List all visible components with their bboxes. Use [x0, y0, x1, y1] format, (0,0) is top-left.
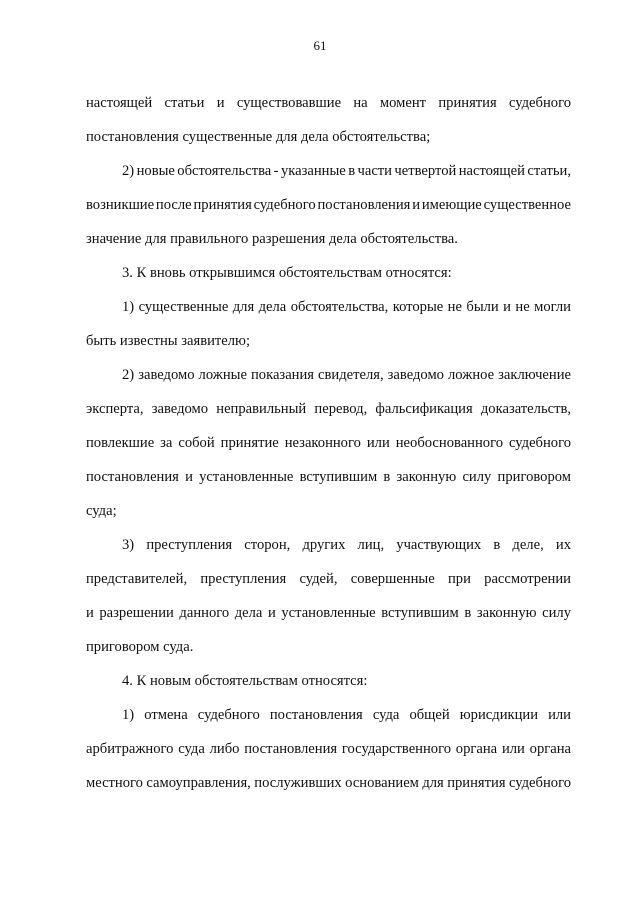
text-line: настоящей статьи и существовавшие на момент принятия судебного	[86, 95, 571, 111]
document-body	[86, 86, 571, 800]
text-line: 3. К вновь открывшимся обстоятельствам относятся:	[122, 265, 452, 281]
text-line: 4. К новым обстоятельствам относятся:	[122, 673, 368, 689]
text-line: представителей, преступления судей, совершенные при рассмотрении	[86, 571, 571, 587]
text-line: возникшие после принятия судебного постановления и имеющие существенное	[86, 197, 571, 213]
text-line: 1) отмена судебного постановления суда общей юрисдикции или	[122, 707, 571, 723]
text-line: 2) заведомо ложные показания свидетеля, заведомо ложное заключение	[122, 367, 571, 383]
page-number: 61	[313, 38, 327, 53]
text-line: значение для правильного разрешения дела обстоятельства.	[86, 231, 458, 247]
text-line: 3) преступления сторон, других лиц, участвующих в деле, их	[122, 537, 571, 553]
text-line: арбитражного суда либо постановления государственного органа или органа	[86, 741, 571, 757]
text-line: суда;	[86, 503, 117, 519]
text-line: эксперта, заведомо неправильный перевод, фальсификация доказательств,	[86, 401, 571, 417]
text-line: местного самоуправления, послуживших основанием для принятия судебного	[86, 775, 571, 791]
text-line: 2) новые обстоятельства - указанные в части четвертой настоящей статьи,	[122, 163, 571, 179]
text-line: повлекшие за собой принятие незаконного или необоснованного судебного	[86, 435, 571, 451]
text-line: 1) существенные для дела обстоятельства, которые не были и не могли	[122, 299, 571, 315]
text-line: постановления и установленные вступившим в законную силу приговором	[86, 469, 571, 485]
text-line: и разрешении данного дела и установленные вступившим в законную силу	[86, 605, 571, 621]
text-line: приговором суда.	[86, 639, 194, 655]
text-line: быть известны заявителю;	[86, 333, 251, 349]
text-line: постановления существенные для дела обстоятельства;	[86, 129, 431, 145]
